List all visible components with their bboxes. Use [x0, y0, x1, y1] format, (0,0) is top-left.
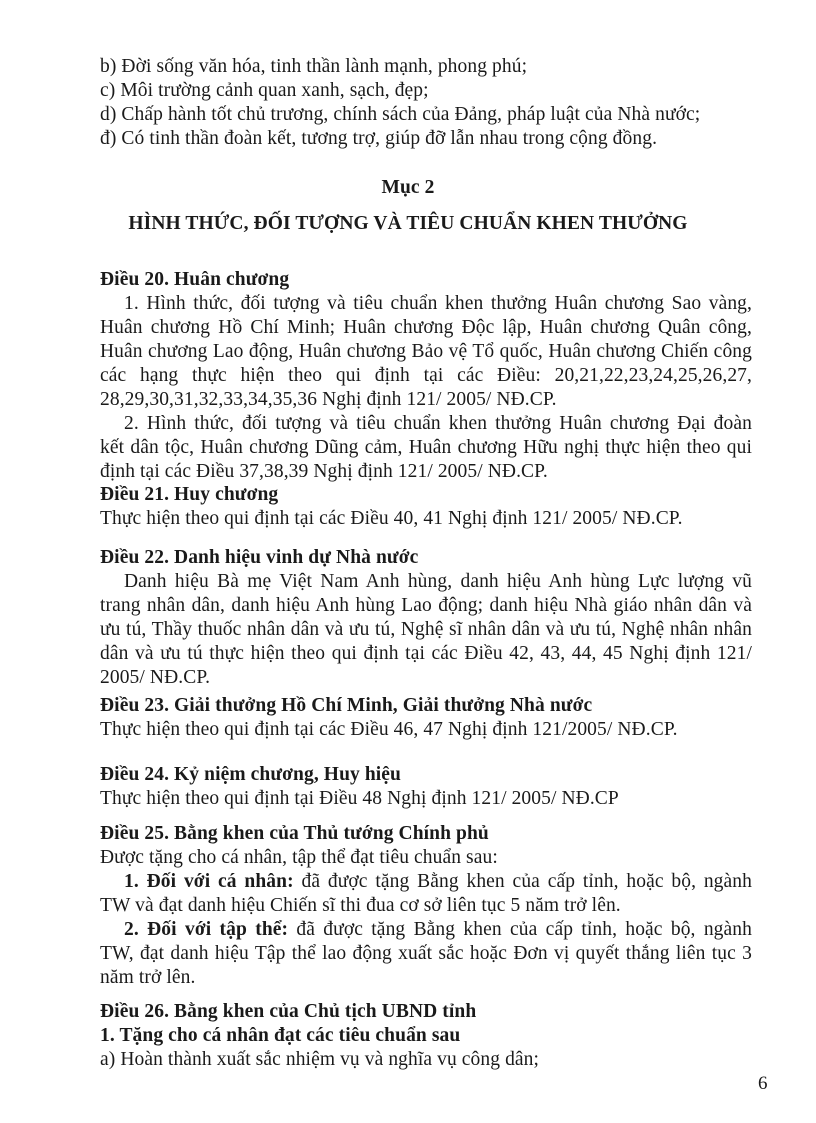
item-label: 2. Đối với tập thể:: [124, 919, 289, 940]
paragraph-line: Được tặng cho cá nhân, tập thể đạt tiêu chuẩn sau:: [100, 847, 498, 868]
paragraph-line: kết dân tộc, Huân chương Dũng cảm, Huân chương Hữu nghị thực hiện theo qui: [100, 437, 752, 458]
paragraph-line: 1. Hình thức, đối tượng và tiêu chuẩn khen thưởng Huân chương Sao vàng,: [124, 293, 752, 314]
item-text: đã được tặng Bằng khen của cấp tỉnh, hoặc bộ, ngành: [293, 871, 752, 892]
paragraph-line: TW, đạt danh hiệu Tập thể lao động xuất sắc hoặc Đơn vị quyết thắng liên tục 3: [100, 943, 752, 964]
item-label: 1. Đối với cá nhân:: [124, 871, 294, 892]
list-item: b) Đời sống văn hóa, tinh thần lành mạnh, phong phú;: [100, 56, 528, 77]
paragraph-line: định tại các Điều 37,38,39 Nghị định 121/ 2005/ NĐ.CP.: [100, 461, 548, 482]
list-item: c) Môi trường cảnh quan xanh, sạch, đẹp;: [100, 80, 429, 101]
paragraph-line: 2. Hình thức, đối tượng và tiêu chuẩn khen thưởng Huân chương Đại đoàn: [124, 413, 752, 434]
list-item: [100, 918, 752, 942]
page-number: 6: [758, 1073, 768, 1094]
paragraph-line: Danh hiệu Bà mẹ Việt Nam Anh hùng, danh hiệu Anh hùng Lực lượng vũ: [124, 571, 752, 592]
paragraph-line: Huân chương Lao động, Huân chương Bảo vệ Tổ quốc, Huân chương Chiến công: [100, 341, 752, 362]
article-heading: Điều 21. Huy chương: [100, 484, 279, 505]
paragraph-line: ưu tú, Thầy thuốc nhân dân và ưu tú, Nghệ sĩ nhân dân và ưu tú, Nghệ nhân nhân: [100, 619, 752, 640]
list-item: a) Hoàn thành xuất sắc nhiệm vụ và nghĩa vụ công dân;: [100, 1049, 540, 1070]
list-item: đ) Có tinh thần đoàn kết, tương trợ, giúp đỡ lẫn nhau trong cộng đồng.: [100, 128, 658, 149]
paragraph-line: 28,29,30,31,32,33,34,35,36 Nghị định 121/ 2005/ NĐ.CP.: [100, 389, 557, 410]
item-text: đã được tặng Bằng khen của cấp tỉnh, hoặc bộ, ngành: [288, 919, 752, 940]
paragraph-line: 2005/ NĐ.CP.: [100, 667, 211, 688]
paragraph-line: Thực hiện theo qui định tại Điều 48 Nghị định 121/ 2005/ NĐ.CP: [100, 788, 619, 809]
paragraph-line: TW và đạt danh hiệu Chiến sĩ thi đua cơ sở liên tục 5 năm trở lên.: [100, 895, 621, 916]
section-label: Mục 2: [381, 177, 435, 198]
section-title: HÌNH THỨC, ĐỐI TƯỢNG VÀ TIÊU CHUẨN KHEN THƯỞNG: [128, 213, 688, 234]
list-item: d) Chấp hành tốt chủ trương, chính sách của Đảng, pháp luật của Nhà nước;: [100, 104, 701, 125]
paragraph-line: năm trở lên.: [100, 967, 196, 988]
article-heading: Điều 25. Bằng khen của Thủ tướng Chính phủ: [100, 823, 489, 844]
paragraph-line: Thực hiện theo qui định tại các Điều 40, 41 Nghị định 121/ 2005/ NĐ.CP.: [100, 508, 683, 529]
article-heading: Điều 23. Giải thưởng Hồ Chí Minh, Giải thưởng Nhà nước: [100, 695, 593, 716]
article-heading: Điều 24. Kỷ niệm chương, Huy hiệu: [100, 764, 401, 785]
paragraph-line: trang nhân dân, danh hiệu Anh hùng Lao động; danh hiệu Nhà giáo nhân dân và: [100, 595, 752, 616]
paragraph-line: Thực hiện theo qui định tại các Điều 46, 47 Nghị định 121/2005/ NĐ.CP.: [100, 719, 678, 740]
article-heading: Điều 20. Huân chương: [100, 269, 290, 290]
article-heading: Điều 26. Bằng khen của Chủ tịch UBND tỉnh: [100, 1001, 477, 1022]
sub-heading: 1. Tặng cho cá nhân đạt các tiêu chuẩn sau: [100, 1025, 461, 1046]
list-item: [100, 870, 752, 894]
article-heading: Điều 22. Danh hiệu vinh dự Nhà nước: [100, 547, 419, 568]
paragraph-line: dân và ưu tú thực hiện theo qui định tại các Điều 42, 43, 44, 45 Nghị định 121/: [100, 643, 752, 664]
paragraph-line: các hạng thực hiện theo qui định tại các Điều: 20,21,22,23,24,25,26,27,: [100, 365, 752, 386]
paragraph-line: Huân chương Hồ Chí Minh; Huân chương Độc lập, Huân chương Quân công,: [100, 317, 752, 338]
